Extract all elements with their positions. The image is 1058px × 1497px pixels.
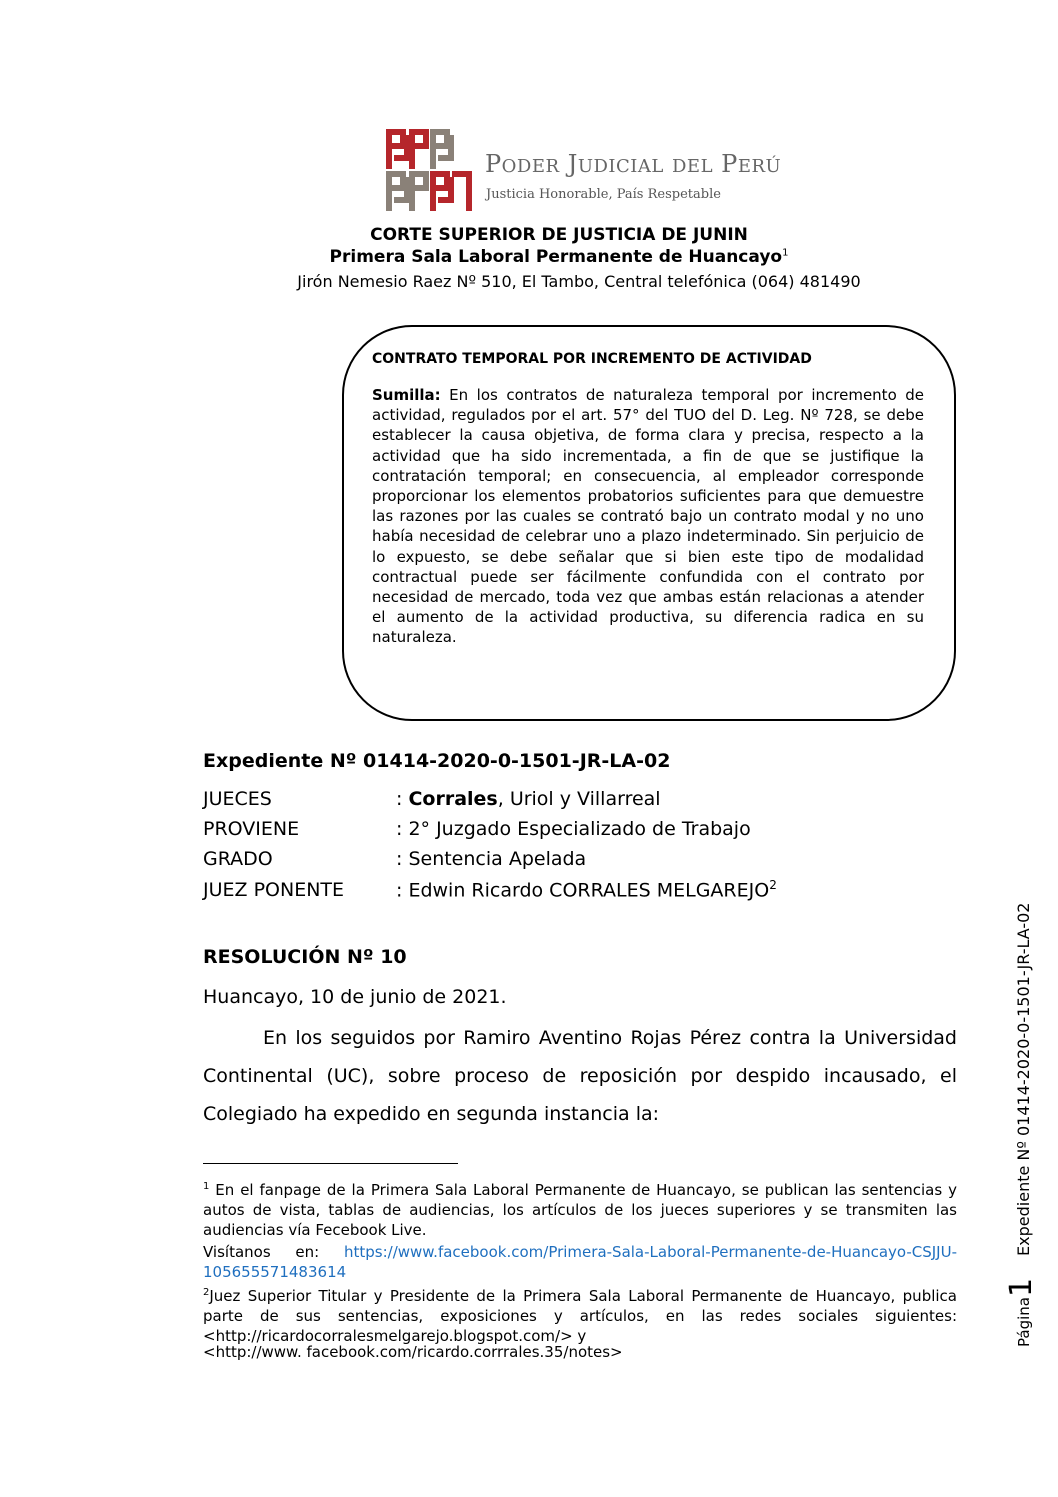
logo-title: PODER JUDICIAL DEL PERÚ bbox=[485, 150, 782, 178]
logo-tagline: Justicia Honorable, País Respetable bbox=[486, 187, 721, 202]
case-row-proviene bbox=[203, 818, 751, 840]
footnote-2-link: <http://www. facebook.com/ricardo.corrrales.35/notes> bbox=[203, 1343, 623, 1361]
court-address: Jirón Nemesio Raez Nº 510, El Tambo, Central telefónica (064) 481490 bbox=[297, 272, 861, 291]
sumilla-text: Sumilla: En los contratos de naturaleza temporal por incremento de actividad, regulados por el art. 57° del TUO del D. Leg. Nº 728, se debe establecer la causa objetiva, de forma clara y precisa, respecto a la actividad que ha sido incrementada, a fin de que se justifique la contratación temporal; en consecuencia, al empleador corresponde proporcionar los elementos probatorios suficientes para que demuestre las razones por las cuales se contrató bajo un contrato modal y no uno había necesidad de celebrar uno a plazo indeterminado. Sin perjuicio de lo expuesto, se debe señalar que si bien este tipo de modalidad contractual puede ser fácilmente confundida con el contrato por necesidad de mercado, toda vez que ambas están relacionas a atender el aumento de la actividad productiva, su diferencia radica en su naturaleza. bbox=[372, 386, 924, 647]
page-label: Página bbox=[1015, 1297, 1033, 1347]
case-row-jueces bbox=[203, 788, 661, 810]
footnote-ref[interactable]: 1 bbox=[782, 247, 789, 259]
grado-value: : Sentencia Apelada bbox=[396, 848, 587, 870]
case-row-grado bbox=[203, 848, 586, 870]
sumilla-title: CONTRATO TEMPORAL POR INCREMENTO DE ACTIVIDAD bbox=[372, 351, 812, 367]
case-row-ponente bbox=[203, 878, 777, 901]
expediente-number: Expediente Nº 01414-2020-0-1501-JR-LA-02 bbox=[203, 750, 671, 772]
body-paragraph: En los seguidos por Ramiro Aventino Rojas Pérez contra la Universidad Continental (UC), sobre proceso de reposición por despido incausado, el Colegiado ha expedido en segunda instancia la: bbox=[203, 1027, 957, 1125]
footnote-1-link-line: Visítanos en: https://www.facebook.com/Primera-Sala-Laboral-Permanente-de-Huancayo-CSJJU-105655571483614 bbox=[203, 1243, 957, 1281]
poder-judicial-logo bbox=[385, 128, 785, 214]
resolution-date: Huancayo, 10 de junio de 2021. bbox=[203, 986, 507, 1008]
footnote-separator bbox=[203, 1163, 458, 1164]
footnote-1: $^1$ En el fanpage de la Primera Sala Laboral Permanente de Huancayo, se publican las sentencias y autos de vista, tablas de audiencias, los artículos de los jueces superiores y se transmiten las audiencias vía Fecebook Live. bbox=[203, 1181, 957, 1239]
page-number: 1 bbox=[1004, 1277, 1039, 1298]
jueces-label: JUECES bbox=[203, 788, 272, 810]
side-margin-text bbox=[1004, 903, 1039, 1347]
ponente-label: JUEZ PONENTE bbox=[203, 879, 345, 902]
facebook-link[interactable]: https://www.facebook.com/Primera-Sala-Laboral-Permanente-de-Huancayo-CSJJU-105655571483614 bbox=[203, 1243, 957, 1281]
grado-label: GRADO bbox=[203, 848, 273, 870]
resolution-number: RESOLUCIÓN Nº 10 bbox=[203, 946, 407, 968]
footnote-ref[interactable]: 2 bbox=[769, 878, 777, 892]
proviene-value: : 2° Juzgado Especializado de Trabajo bbox=[396, 818, 751, 840]
ponente-value: : Edwin Ricardo CORRALES MELGAREJO bbox=[396, 879, 770, 902]
footnote-2: $^2$Juez Superior Titular y Presidente de la Primera Sala Laboral Permanente de Huancayo, publica parte de sus sentencias, exposiciones y artículos, en las redes sociales siguientes: <http://ricardocorralesmelgarejo.blogspot.com/> y bbox=[203, 1287, 957, 1345]
court-name: CORTE SUPERIOR DE JUSTICIA DE JUNIN bbox=[370, 225, 748, 245]
pj-emblem-icon bbox=[385, 128, 473, 212]
jueces-value: : Corrales, Uriol y Villarreal bbox=[396, 788, 661, 810]
side-expediente: Expediente Nº 01414-2020-0-1501-JR-LA-02 bbox=[1014, 902, 1033, 1256]
proviene-label: PROVIENE bbox=[203, 818, 300, 840]
sala-name: Primera Sala Laboral Permanente de Huancayo$^1$ bbox=[329, 247, 789, 267]
